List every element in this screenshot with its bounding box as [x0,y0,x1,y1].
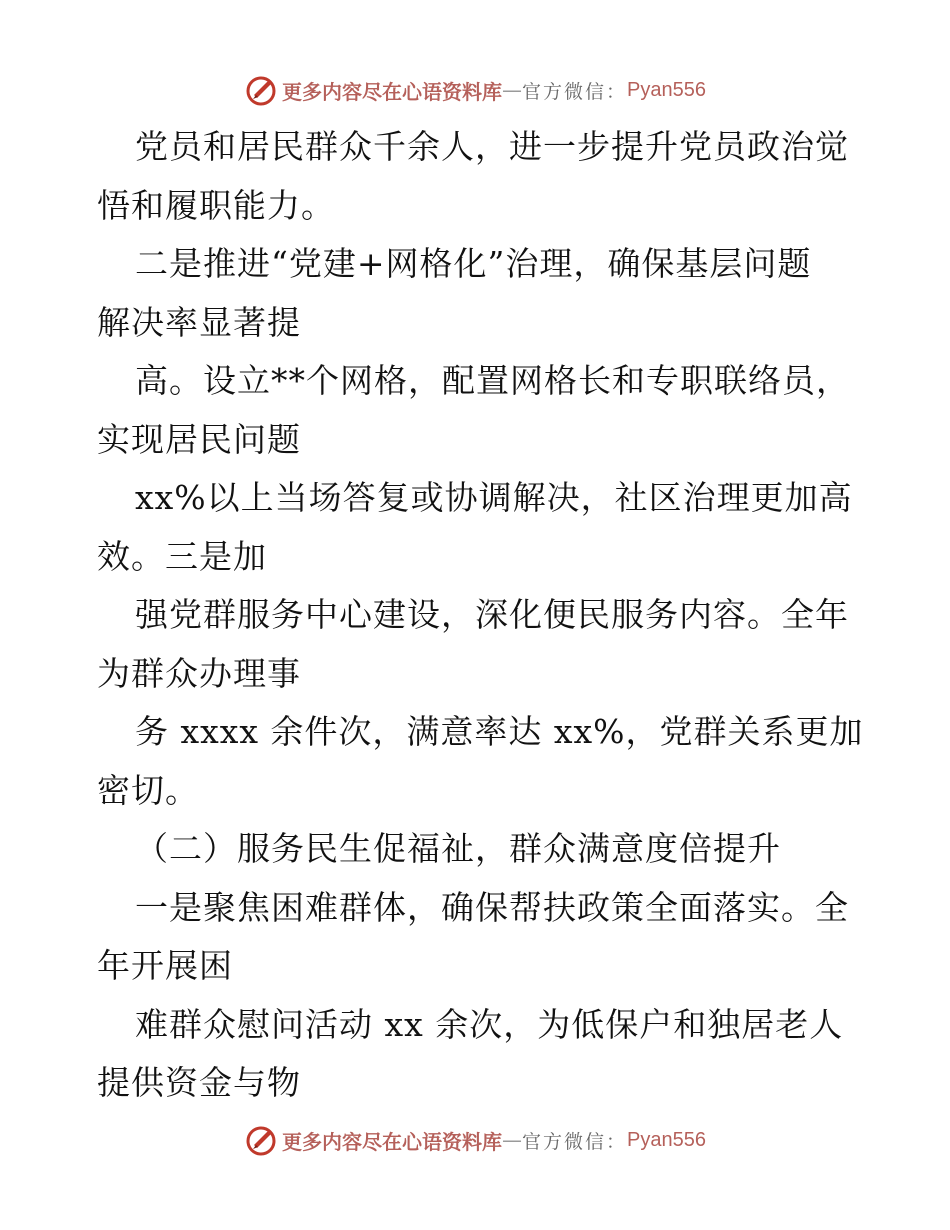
text-line: 党员和居民群众千余人，进一步提升党员政治觉 [135,127,849,166]
text-line: 难群众慰问活动 xx 余次，为低保户和独居老人 [135,1004,844,1044]
quill-logo-icon [244,73,278,107]
text-line: 密切。 [97,770,199,810]
text-line: （二）服务民生促福祉，群众满意度倍提升 [135,829,781,868]
quill-logo-icon [244,1123,278,1157]
watermark-dash: — [502,78,522,102]
header-watermark [0,70,950,110]
text-line: 高。设立**个网格，配置网格长和专职联络员， [135,361,850,400]
document-body [97,118,864,1113]
text-line: 效。三是加 [97,536,267,576]
text-line: 一是聚焦困难群体，确保帮扶政策全面落实。全 [135,887,849,927]
text-line: 为群众办理事 [97,653,301,693]
text-line: xx%以上当场答复或协调解决，社区治理更加高 [135,478,853,517]
watermark-wechat-id: Pyan556 [627,1128,706,1151]
text-line: 务 xxxx 余件次，满意率达 xx%，党群关系更加 [135,712,864,751]
text-line: 实现居民问题 [97,419,301,459]
watermark-brand-text: 更多内容尽在心语资料库 [282,1129,502,1154]
watermark-dash: — [502,1128,522,1152]
watermark-wechat-label: 官方微信： [522,80,628,103]
text-line: 强党群服务中心建设，深化便民服务内容。全年 [135,595,849,634]
watermark-wechat-id: Pyan556 [627,78,706,101]
watermark-brand-text: 更多内容尽在心语资料库 [282,79,502,104]
watermark-wechat-label: 官方微信： [522,1130,628,1153]
text-line: 悟和履职能力。 [97,185,335,225]
text-line: 二是推进“党建+网格化”治理，确保基层问题 [135,244,812,283]
text-line: 提供资金与物 [97,1063,301,1102]
footer-watermark [0,1120,950,1160]
text-line: 解决率显著提 [97,302,301,342]
text-line: 年开展困 [97,946,233,985]
